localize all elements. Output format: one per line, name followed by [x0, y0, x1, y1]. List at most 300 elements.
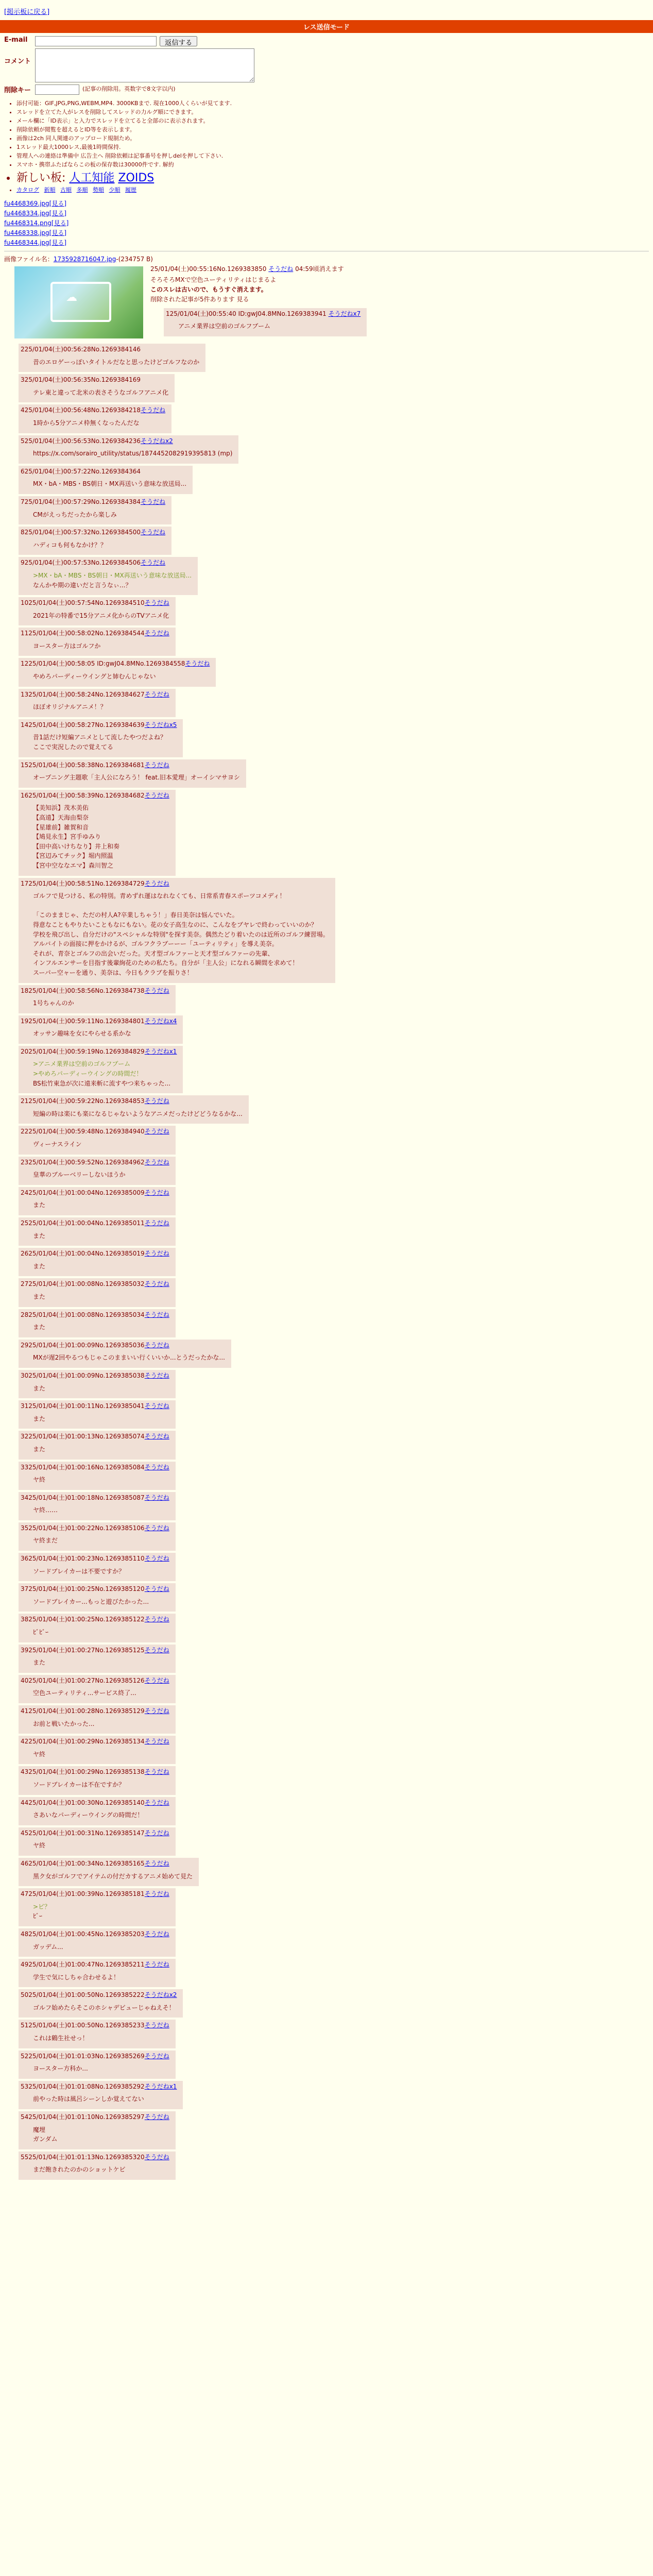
reply-line: また — [33, 1232, 46, 1240]
reply-line: 学生で気にしちゃ合わせるよ！ — [33, 1973, 120, 1981]
back-to-board-link[interactable]: [掲示板に戻る] — [4, 8, 50, 16]
reply-header: 1525/01/04(土)00:58:38No.1269384681 — [21, 761, 145, 769]
quote-line: >ビ？ — [33, 1903, 51, 1910]
reply-wrapper — [19, 557, 649, 595]
file-list — [4, 199, 649, 247]
sodane-button[interactable]: そうだね — [141, 529, 166, 536]
reply-body — [33, 2094, 177, 2104]
sodane-button[interactable]: そうだね — [144, 1463, 169, 1471]
reply-body — [33, 449, 232, 459]
delkey-note: (記事の削除用。英数字で8文字以内) — [82, 86, 176, 92]
reply-header: 4225/01/04(土)01:00:29No.1269385134 — [21, 1738, 145, 1745]
op-file-size: -(234757 B) — [116, 256, 153, 263]
reply-header: 3825/01/04(土)01:00:25No.1269385122 — [21, 1616, 145, 1623]
reply-header: 3625/01/04(土)01:00:23No.1269385110 — [21, 1555, 145, 1563]
reply-body — [33, 1567, 169, 1577]
file-link[interactable]: fu4468338.jpg[見る] — [4, 229, 67, 236]
reply-header: 5425/01/04(土)01:01:10No.1269385297 — [21, 2113, 145, 2121]
reply-line: ヤ終…… — [33, 1506, 58, 1514]
sort-many-link[interactable]: 多順 — [76, 187, 88, 193]
sodane-button[interactable]: そうだね — [144, 1189, 169, 1196]
reply-header: 1425/01/04(土)00:58:27No.1269384639 — [21, 721, 145, 728]
reply-body — [33, 1942, 169, 1952]
reply-post — [19, 1553, 176, 1581]
sodane-button[interactable]: そうだね — [144, 1859, 169, 1867]
comment-row — [4, 48, 649, 82]
sodane-button[interactable]: そうだね — [144, 1433, 169, 1440]
reply-wrapper — [19, 527, 649, 555]
reply-body — [33, 702, 169, 712]
reply-wrapper — [19, 1015, 649, 1044]
sodane-button[interactable]: そうだね — [144, 1646, 169, 1654]
sort-new-link[interactable]: 新順 — [44, 187, 56, 193]
sodane-button[interactable]: そうだね — [144, 1341, 169, 1349]
reply-body — [33, 1353, 225, 1363]
reply-body — [33, 1170, 169, 1180]
reply-header: 3225/01/04(土)01:00:13No.1269385074 — [21, 1433, 145, 1440]
reply-body — [33, 1140, 169, 1149]
sodane-button[interactable]: そうだねx4 — [144, 1017, 177, 1025]
file-link[interactable]: fu4468334.jpg[見る] — [4, 210, 67, 217]
reply-post — [19, 1959, 176, 1987]
reply-line: ヤ終 — [33, 1476, 46, 1484]
reply-body — [33, 1475, 169, 1485]
op-first-reply — [164, 308, 367, 336]
reply-wrapper — [19, 1431, 649, 1459]
email-field[interactable] — [35, 36, 157, 46]
reply-wrapper — [19, 1157, 649, 1185]
reply-wrapper — [19, 1888, 649, 1926]
op-file-info — [4, 255, 649, 263]
reply-wrapper — [19, 1797, 649, 1825]
reply-header: 2025/01/04(土)00:59:19No.1269384829 — [21, 1047, 145, 1055]
reply-form — [4, 36, 649, 95]
reply-wrapper — [19, 344, 649, 372]
sodane-button[interactable]: そうだね — [144, 2022, 169, 2029]
reply-wrapper — [19, 2111, 649, 2149]
reply-body — [33, 1505, 169, 1515]
reply-line: ヨースター方科か... — [33, 2065, 88, 2073]
reply-wrapper — [19, 1400, 649, 1429]
sodane-button[interactable]: そうだね — [144, 1158, 169, 1166]
reply-header: 1125/01/04(土)00:58:02No.1269384544 — [21, 630, 145, 637]
reply-body — [33, 733, 177, 752]
reply-wrapper — [19, 658, 649, 686]
sodane-button[interactable]: そうだね — [144, 1585, 169, 1593]
op-expire-note: 04:59頃消えます — [293, 265, 344, 273]
reply-body — [33, 1780, 169, 1790]
reply-post — [19, 557, 198, 595]
reply-post — [19, 597, 176, 625]
sodane-button[interactable]: そうだねx1 — [144, 1047, 177, 1055]
reply-post — [19, 1675, 176, 1703]
op-file-link[interactable]: 1735928716047.jpg — [53, 256, 116, 263]
reply-line: また — [33, 1201, 46, 1209]
reply-wrapper — [19, 790, 649, 876]
sodane-button[interactable]: そうだね — [144, 1219, 169, 1227]
delete-key-field[interactable] — [35, 84, 79, 95]
reply-body — [33, 998, 169, 1008]
sodane-button[interactable]: そうだね — [144, 1676, 169, 1684]
reply-header: 1925/01/04(土)00:59:11No.1269384801 — [21, 1017, 145, 1025]
reply-wrapper — [19, 689, 649, 717]
reply-wrapper — [19, 759, 649, 788]
reply-wrapper — [19, 1989, 649, 2018]
reply-body — [33, 891, 329, 977]
reply-header: 2625/01/04(土)01:00:04No.1269385019 — [21, 1250, 145, 1258]
sodane-button[interactable]: そうだね — [141, 498, 166, 505]
reply-post — [19, 1888, 176, 1926]
sodane-button[interactable]: そうだね — [144, 1738, 169, 1745]
reply-line: ハディコも何もなかけ？？ — [33, 541, 107, 549]
reply-line: 昔1話だけ短編アニメとして流したやつだよね？ — [33, 734, 167, 741]
reply-post — [19, 719, 183, 757]
reply-post — [19, 404, 171, 433]
reply-wrapper — [19, 1462, 649, 1490]
reply-line: 【田中高いけちなり】井上和奏 — [33, 842, 120, 850]
reply-header: 225/01/04(土)00:56:28No.1269384146 — [21, 346, 141, 353]
reply-body — [33, 773, 240, 783]
reply-post — [19, 1157, 176, 1185]
sodane-button[interactable]: そうだねx2 — [141, 437, 173, 445]
sodane-button[interactable]: そうだね — [144, 1616, 169, 1623]
sodane-button[interactable]: そうだね — [144, 599, 169, 607]
op-sodane-button[interactable]: そうだね — [268, 265, 294, 273]
reply-wrapper — [19, 2081, 649, 2109]
reply-header: 2225/01/04(土)00:59:48No.1269384940 — [21, 1128, 145, 1136]
reply-body — [33, 1872, 193, 1882]
reply-header: 4125/01/04(土)01:00:28No.1269385129 — [21, 1707, 145, 1715]
reply-line[interactable]: https://x.com/sorairo_utility/status/1874452082919395813 (mp) — [33, 450, 233, 457]
sodane-button[interactable]: そうだね — [144, 1707, 169, 1715]
reply-line: また — [33, 1445, 46, 1453]
new-boards-item — [16, 169, 649, 185]
sodane-button[interactable]: そうだね — [144, 1799, 169, 1806]
reply-post — [19, 1766, 176, 1794]
reply-line: ガンダム — [33, 2136, 58, 2143]
reply-line: ヤ終 — [33, 1750, 46, 1758]
reply-post — [19, 2081, 183, 2109]
sodane-button[interactable]: そうだね — [144, 1128, 169, 1136]
reply-line: まだ飽きれたのかのショットケビ — [33, 2166, 126, 2174]
sort-old-link[interactable]: 古順 — [60, 187, 72, 193]
sodane-button[interactable]: そうだね — [144, 1494, 169, 1501]
sodane-button[interactable]: そうだね — [144, 690, 169, 698]
reply-line: 1号ちゃんのか — [33, 999, 74, 1007]
sodane-button[interactable]: そうだね — [144, 1555, 169, 1563]
sodane-button[interactable]: そうだね — [144, 1371, 169, 1379]
sodane-button[interactable]: そうだね — [144, 1524, 169, 1532]
reply-body — [33, 358, 199, 367]
reply-line: また — [33, 1659, 46, 1667]
reply-wrapper — [19, 1959, 649, 1987]
reply-post — [19, 1462, 176, 1490]
file-link[interactable]: fu4468344.jpg[見る] — [4, 239, 67, 246]
reply-wrapper — [19, 1309, 649, 1337]
reply-body — [33, 803, 169, 870]
email-label: E-mail — [4, 36, 28, 44]
sodane-button[interactable]: そうだね — [144, 2052, 169, 2060]
sodane-button[interactable]: そうだねx5 — [144, 721, 177, 728]
board-link-ai[interactable]: 人工知能 — [69, 172, 115, 184]
reply-line: 【高遠】天海由梨奈 — [33, 814, 89, 821]
reply-line: MXが遅2回やるつもじゃこのままいい行くいいか...とうだったかな... — [33, 1354, 225, 1362]
reply-wrapper — [19, 1614, 649, 1642]
sort-few-link[interactable]: 少順 — [109, 187, 121, 193]
reply-wrapper — [19, 628, 649, 656]
reply-post — [19, 1645, 176, 1673]
reply-body — [33, 1628, 169, 1637]
reply-wrapper — [19, 719, 649, 757]
reply-wrapper — [19, 1827, 649, 1856]
sodane-button[interactable]: そうだね — [144, 630, 169, 637]
reply-line: 【美知浜】茂木美佑 — [33, 804, 89, 812]
sodane-button[interactable]: そうだね — [144, 1890, 169, 1898]
sodane-button[interactable]: そうだね — [144, 1097, 169, 1105]
reply-line: また — [33, 1293, 46, 1300]
reply-header: 525/01/04(土)00:56:53No.1269384236 — [21, 437, 141, 445]
op-file-prefix: 画像ファイル名： — [4, 256, 54, 263]
sodane-button[interactable]: そうだね — [144, 1402, 169, 1410]
reply-body — [33, 1231, 169, 1241]
reply-line: MX・bA・MBS・BS朝日・MX再送いう意味な放送局... — [33, 480, 187, 488]
reply-header: 1825/01/04(土)00:58:56No.1269384738 — [21, 987, 145, 994]
reply-post — [19, 2020, 176, 2048]
reply-line: ヤ終まだ — [33, 1537, 58, 1545]
reply-body — [33, 1719, 169, 1729]
reply-line: ﾋﾞﾋﾞｰ — [33, 1629, 49, 1636]
reply-line: オープニング主題歌「主人公になろう！ feat.旧本愛理」オーイシマサヨシ — [33, 774, 240, 782]
sodane-button[interactable]: そうだね — [144, 1280, 169, 1288]
reply-header: 5125/01/04(土)01:00:50No.1269385233 — [21, 2022, 145, 2029]
reply-wrapper — [19, 1583, 649, 1612]
reply-header: 2925/01/04(土)01:00:09No.1269385036 — [21, 1341, 145, 1349]
reply-line: テレ東と違って北米の表さそうなゴルフアニメ化 — [33, 388, 169, 396]
reply-line: なんかや期の違いだと言うなぃ...？ — [33, 581, 132, 589]
thumbnail-logo-icon: ☁ — [66, 291, 77, 304]
reply-line: オッサン趣味を女にやらせる系かな — [33, 1030, 131, 1038]
reply-wrapper — [19, 466, 649, 494]
sodane-button[interactable]: そうだね — [144, 1961, 169, 1969]
reply-post — [19, 435, 238, 464]
reply-line: また — [33, 1324, 46, 1331]
file-link[interactable]: fu4468314.png[見る] — [4, 219, 69, 227]
sodane-button[interactable]: そうだねx2 — [144, 1991, 177, 1999]
reply-line: また — [33, 1415, 46, 1422]
sodane-button[interactable]: そうだね — [144, 2113, 169, 2121]
reply-wrapper — [19, 1928, 649, 1957]
reply-wrapper — [19, 1126, 649, 1154]
reply-body — [33, 1445, 169, 1454]
reply-post — [19, 1217, 176, 1246]
reply-wrapper — [19, 985, 649, 1013]
sort-active-link[interactable]: 勢順 — [93, 187, 104, 193]
reply-line: 魔埋 — [33, 2126, 46, 2133]
sodane-button[interactable]: そうだね — [144, 1829, 169, 1837]
reply-line: 【鳩見永生】宮手ゆみり — [33, 833, 101, 841]
sort-links — [16, 185, 649, 194]
reply-wrapper — [19, 1370, 649, 1398]
submit-reply-button[interactable]: 返信する — [160, 36, 197, 46]
sodane-button[interactable]: そうだね — [144, 2153, 169, 2161]
reply-body — [33, 672, 210, 682]
sodane-button[interactable]: そうだね — [144, 1250, 169, 1258]
reply-line: ガッデム... — [33, 1943, 63, 1951]
reply-line: 「このままじゃ、ただの村人A?卒業しちゃう！」春日美奈は悩んでいた。 — [33, 911, 238, 919]
reply-header: 3125/01/04(土)01:00:11No.1269385041 — [21, 1402, 145, 1410]
reply-header: 2425/01/04(土)01:00:04No.1269385009 — [21, 1189, 145, 1196]
sodane-button[interactable]: そうだね — [141, 406, 166, 414]
reply-body — [33, 479, 186, 489]
sodane-button[interactable]: そうだねx7 — [328, 310, 361, 317]
comment-textarea[interactable] — [35, 48, 254, 82]
reply-header: 3925/01/04(土)01:00:27No.1269385125 — [21, 1646, 145, 1654]
reply-line: ヨースター方はゴルフか — [33, 642, 101, 650]
file-link[interactable]: fu4468369.jpg[見る] — [4, 200, 67, 207]
reply-header: 4525/01/04(土)01:00:31No.1269385147 — [21, 1829, 145, 1837]
reply-wrapper — [19, 1766, 649, 1794]
replies-container — [4, 344, 649, 2180]
reply-body — [33, 1109, 243, 1119]
sodane-button[interactable]: そうだね — [144, 1311, 169, 1318]
reply-header: 5225/01/04(土)01:01:03No.1269385269 — [21, 2052, 145, 2060]
reply-header: 3425/01/04(土)01:00:18No.1269385087 — [21, 1494, 145, 1501]
reply-header: 325/01/04(土)00:56:35No.1269384169 — [21, 376, 141, 384]
sodane-button[interactable]: そうだね — [185, 660, 210, 668]
op-deleted-note: 削除された記事が5件あります 見る — [150, 296, 249, 303]
reply-wrapper — [19, 435, 649, 464]
reply-post — [19, 1827, 176, 1856]
reply-post — [19, 374, 175, 402]
sodane-button[interactable]: そうだねx1 — [144, 2082, 177, 2090]
reply-line: 黒ク女がゴルフでアイテムの付だカするアニメ始めて見た — [33, 1872, 193, 1880]
reply-body — [33, 540, 165, 550]
sodane-button[interactable]: そうだね — [144, 879, 169, 887]
sodane-button[interactable]: そうだね — [144, 987, 169, 994]
reply-line: また — [33, 1262, 46, 1270]
reply-header: 425/01/04(土)00:56:48No.1269384218 — [21, 406, 141, 414]
reply-header: 5325/01/04(土)01:01:08No.1269385292 — [21, 2082, 145, 2090]
new-boards-prefix: 新しい板: — [16, 172, 66, 184]
rule-item: • 画像は2ch 同人関連のアップロード規制ため。 — [16, 134, 649, 142]
delkey-row — [4, 84, 649, 95]
quote-line: >やめろパーディーウイングの時間だ！ — [33, 1070, 143, 1078]
reply-line: スーパー空ャーを通り、美奈は、今日もクラブを振りさ！ — [33, 969, 193, 976]
reply-post — [19, 1705, 176, 1734]
reply-wrapper — [19, 1095, 649, 1124]
reply-post — [19, 1614, 176, 1642]
reply-post — [19, 1583, 176, 1612]
sodane-button[interactable]: そうだね — [144, 791, 169, 799]
reply-post — [19, 1370, 176, 1398]
reply-line: やめろパーディーウイングと姉むんじゃない — [33, 673, 156, 681]
reply-post — [19, 1015, 183, 1044]
reply-header: 725/01/04(土)00:57:29No.1269384384 — [21, 498, 141, 505]
reply-body — [33, 2125, 169, 2144]
reply-post — [19, 1126, 176, 1154]
reply-post — [19, 466, 193, 494]
reply-post — [19, 1736, 176, 1764]
op-thumbnail-image[interactable] — [14, 266, 143, 338]
reply-line: 短編の時は楽にも楽になるじゃないようなアニメだったけどどうなるかな... — [33, 1110, 243, 1117]
reply-line: 学校を飛び出し、自分だけの"スペシャルな特別"を探す美奈。偶然たどり着いたのは近所のゴルフ練習場。 — [33, 930, 329, 938]
rule-item: • メール欄に「ID表示」と入力でスレッドを立てると全部のに表示されます。 — [16, 116, 649, 125]
reply-body — [33, 2064, 169, 2074]
reply-header: 4625/01/04(土)01:00:34No.1269385165 — [21, 1859, 145, 1867]
reply-wrapper — [19, 1645, 649, 1673]
reply-body — [33, 1688, 169, 1698]
reply-body — [33, 1323, 169, 1332]
reply-body — [33, 2003, 177, 2013]
op-header-text: 25/01/04(土)00:55:16No.1269383850 — [150, 265, 267, 273]
sodane-button[interactable]: そうだね — [144, 1930, 169, 1938]
reply-body — [33, 2033, 169, 2043]
reply-wrapper — [19, 1248, 649, 1276]
reply-header: 5525/01/04(土)01:01:13No.1269385320 — [21, 2153, 145, 2161]
reply-line — [33, 901, 329, 911]
reply-line: 【宮中空ななエマ】森川智之 — [33, 861, 114, 869]
reply-body — [33, 1841, 169, 1851]
reply-line: アルバイトの面接に押をかけるが、ゴルフクラブーーー「ユーティリティ」を導え美奈。 — [33, 940, 278, 948]
reply-post — [19, 1400, 176, 1429]
reply-post — [19, 1492, 176, 1520]
reply-post — [19, 1095, 249, 1124]
reply-wrapper — [19, 1675, 649, 1703]
reply-body: アニメ業界は空前のゴルフブーム — [178, 323, 271, 330]
board-link-zoids[interactable]: ZOIDS — [118, 172, 154, 184]
reply-body — [33, 1658, 169, 1668]
reply-header: 4025/01/04(土)01:00:27No.1269385126 — [21, 1676, 145, 1684]
reply-wrapper — [19, 1217, 649, 1246]
reply-header: 825/01/04(土)00:57:32No.1269384500 — [21, 529, 141, 536]
catalog-link[interactable]: カタログ — [16, 187, 39, 193]
reply-header: 4425/01/04(土)01:00:30No.1269385140 — [21, 1799, 145, 1806]
rule-item: • 1スレッド最大1000レス,最後1時間保持. — [16, 143, 649, 151]
reply-body — [33, 611, 169, 621]
history-link[interactable]: 履歴 — [125, 187, 136, 193]
reply-post — [19, 496, 171, 524]
reply-header: 5025/01/04(土)01:00:50No.1269385222 — [21, 1991, 145, 1999]
reply-wrapper — [19, 404, 649, 433]
reply-wrapper — [19, 1492, 649, 1520]
reply-line: 前やった時は風呂シーンしか覚えてない — [33, 2095, 144, 2103]
reply-body — [33, 388, 168, 398]
sodane-button[interactable]: そうだね — [144, 1768, 169, 1776]
reply-post — [19, 1989, 183, 2018]
reply-line: それが、青奈とゴルフの出会いだった。天才型ゴルファーと天才型ゴルファーの先輩、 — [33, 950, 274, 957]
reply-body — [33, 1810, 169, 1820]
reply-wrapper — [19, 1736, 649, 1764]
reply-body — [33, 1262, 169, 1272]
reply-line: ここで実況したので覚えてる — [33, 743, 114, 751]
reply-line: さあいなパーディーウイングの時間だ！ — [33, 1811, 144, 1819]
reply-line: 昔のエロゲーっぽいタイトルだなと思ったけどゴルフなのか — [33, 358, 200, 366]
reply-header: 2825/01/04(土)01:00:08No.1269385034 — [21, 1311, 145, 1318]
email-row — [4, 36, 649, 46]
reply-line: 皇華のブルーベリーしないほうか — [33, 1171, 126, 1179]
sodane-button[interactable]: そうだね — [144, 761, 169, 769]
reply-header: 2125/01/04(土)00:59:22No.1269384853 — [21, 1097, 145, 1105]
reply-body — [33, 1902, 169, 1921]
sodane-button[interactable]: そうだね — [141, 559, 166, 567]
reply-body — [33, 1414, 169, 1424]
reply-header: 4925/01/04(土)01:00:47No.1269385211 — [21, 1961, 145, 1969]
rule-item: • スレッドを立てた人がレスを削除してスレッドの力ルグ順にできます。 — [16, 108, 649, 116]
reply-post — [19, 1278, 176, 1307]
reply-header: 1325/01/04(土)00:58:24No.1269384627 — [21, 690, 145, 698]
reply-post — [19, 1858, 199, 1886]
reply-line: お前と戦いたかった... — [33, 1720, 95, 1727]
